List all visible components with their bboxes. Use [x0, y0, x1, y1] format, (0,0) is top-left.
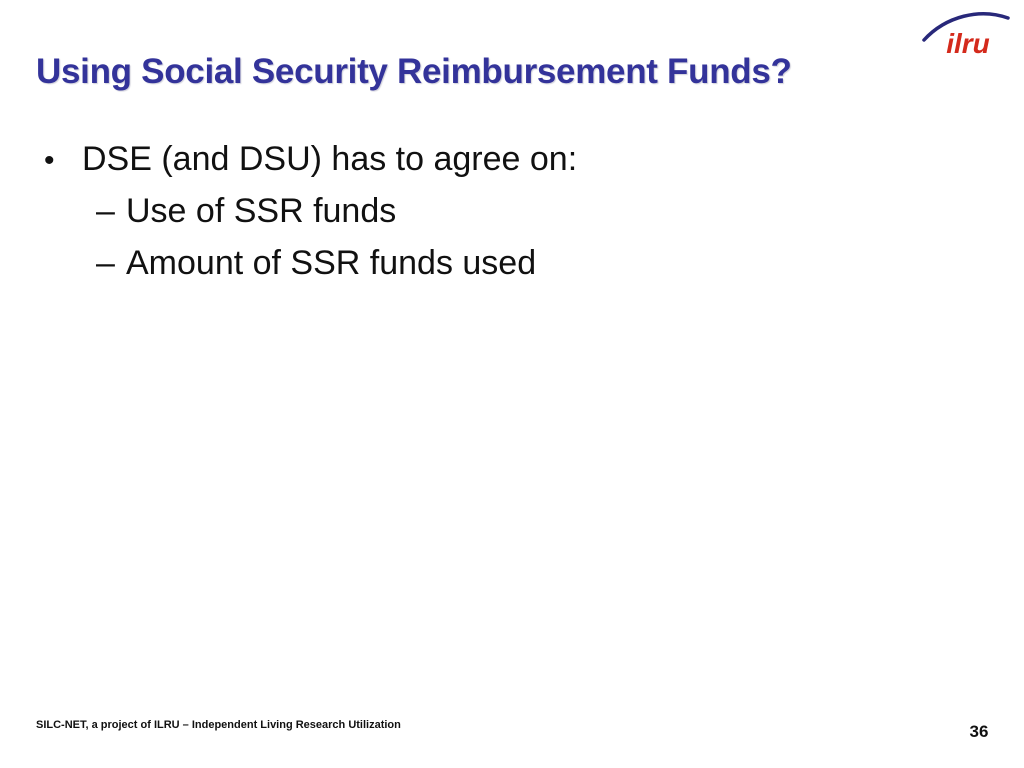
bullet-list	[44, 140, 577, 296]
sub-bullet-item	[44, 192, 577, 244]
bullet-row	[44, 140, 577, 192]
dash-icon: –	[96, 244, 115, 282]
bullet-dot-icon: •	[44, 144, 55, 177]
page-number: 36	[969, 722, 989, 741]
sub-bullet-item	[44, 244, 577, 296]
sub-bullet-text: Use of SSR funds	[126, 192, 397, 230]
sub-bullet-text: Amount of SSR funds used	[126, 244, 537, 282]
logo-text: ilru	[946, 28, 990, 59]
slide-footer: SILC-NET, a project of ILRU – Independent Living Research Utilization	[36, 719, 401, 731]
slide-title: Using Social Security Reimbursement Funds?	[36, 52, 792, 91]
ilru-logo-icon	[918, 6, 1014, 62]
bullet-item	[44, 140, 577, 296]
dash-icon: –	[96, 192, 115, 230]
bullet-text: DSE (and DSU) has to agree on:	[82, 140, 578, 178]
